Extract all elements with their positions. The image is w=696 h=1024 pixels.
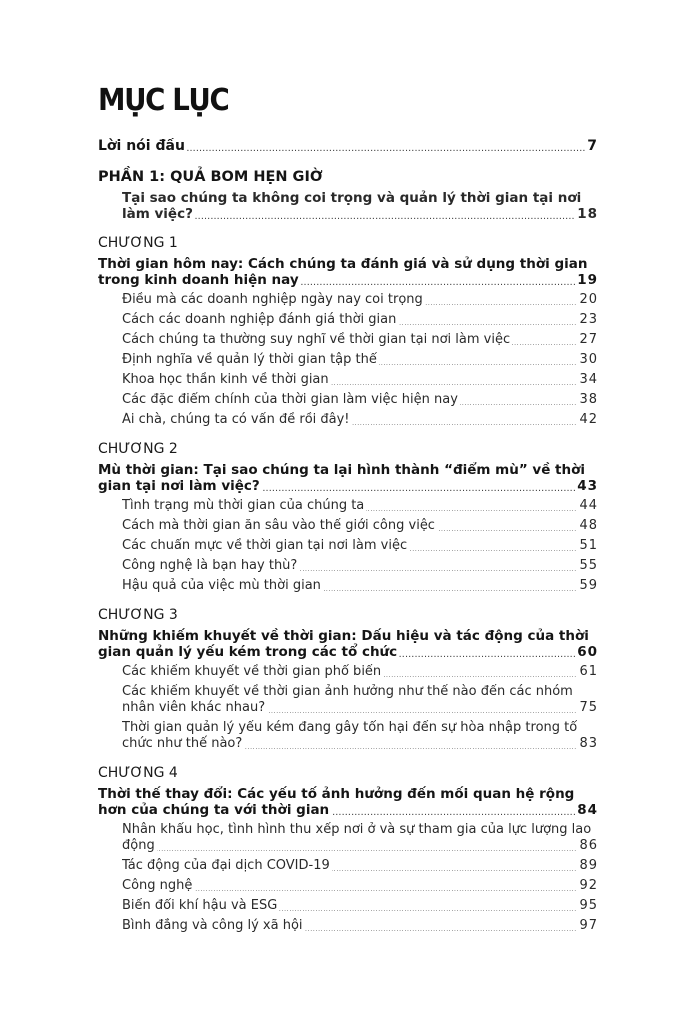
chapter-title-entry[interactable]: [98, 786, 598, 818]
entry-label: Nhân khẩu học, tình hình thu xếp nơi ở và sự tham gia của lực lượng lao động: [122, 822, 592, 853]
entry-label: Các khiếm khuyết về thời gian ảnh hưởng như thế nào đến các nhóm nhân viên khác nhau?: [122, 684, 573, 715]
entry-label: Cách các doanh nghiệp đánh giá thời gian: [122, 312, 397, 327]
entry-page: 60: [577, 644, 598, 660]
entry-page: 18: [577, 206, 598, 222]
entry-label: Cách chúng ta thường suy nghĩ về thời gian tại nơi làm việc: [122, 332, 511, 347]
entry-page: 34: [579, 372, 598, 387]
entry-page: 20: [579, 292, 598, 307]
entry-page: 51: [579, 538, 598, 553]
toc-entry[interactable]: [122, 392, 598, 408]
entry-page: 38: [579, 392, 598, 407]
toc-entry[interactable]: [122, 312, 598, 328]
toc-entry[interactable]: [122, 498, 598, 514]
entry-label: Khoa học thần kinh về thời gian: [122, 372, 329, 387]
toc-entry[interactable]: [122, 898, 598, 914]
toc-entry[interactable]: [122, 332, 598, 348]
chapter-list: [98, 234, 598, 934]
toc-entry[interactable]: [122, 822, 598, 854]
entry-label: Tại sao chúng ta không coi trọng và quản lý thời gian tại nơi làm việc?: [122, 190, 582, 222]
chapter-1: [98, 234, 598, 428]
toc-entry[interactable]: [122, 578, 598, 594]
toc-entry[interactable]: [122, 664, 598, 680]
entry-label: Bình đẳng và công lý xã hội: [122, 918, 303, 933]
toc-entry[interactable]: [122, 720, 598, 752]
table-of-contents: [98, 84, 598, 934]
entry-label: Biến đổi khí hậu và ESG: [122, 898, 278, 913]
entry-page: 84: [577, 802, 598, 818]
entry-label: Thời gian quản lý yếu kém đang gây tổn hại đến sự hòa nhập trong tổ chức như thế nào?: [122, 720, 578, 751]
entry-page: 42: [579, 412, 598, 427]
entry-label: Các đặc điểm chính của thời gian làm việc hiện nay: [122, 392, 458, 407]
toc-entry[interactable]: [122, 858, 598, 874]
entry-page: 19: [577, 272, 598, 288]
toc-entry[interactable]: [122, 190, 598, 222]
entry-page: 97: [579, 918, 598, 933]
entry-page: 95: [579, 898, 598, 913]
toc-entry[interactable]: [122, 918, 598, 934]
entry-label: Công nghệ là bạn hay thù?: [122, 558, 298, 573]
page-title: MỤC LỤC: [98, 83, 229, 118]
toc-entry[interactable]: [122, 558, 598, 574]
entry-page: 23: [579, 312, 598, 327]
part-1: [98, 168, 598, 222]
entry-label: Thời thế thay đổi: Các yếu tố ảnh hưởng đến mối quan hệ rộng hơn của chúng ta với thời gian: [98, 786, 575, 818]
entry-page: 59: [579, 578, 598, 593]
chapter-title-entry[interactable]: [98, 628, 598, 660]
toc-entry[interactable]: [122, 538, 598, 554]
toc-entry[interactable]: [122, 412, 598, 428]
entry-page: 75: [579, 700, 598, 715]
chapter-4: [98, 764, 598, 934]
entry-label: Định nghĩa về quản lý thời gian tập thể: [122, 352, 377, 367]
entry-page: 44: [579, 498, 598, 513]
toc-entry-preface[interactable]: [98, 138, 598, 154]
chapter-title-entry[interactable]: [98, 256, 598, 288]
entry-label: Những khiếm khuyết về thời gian: Dấu hiệu và tác động của thời gian quản lý yếu kém trong các tổ chức: [98, 628, 589, 660]
entry-page: 92: [579, 878, 598, 893]
entry-page: 89: [579, 858, 598, 873]
entry-label: Ái chà, chúng ta có vấn đề rồi đây!: [122, 412, 350, 427]
toc-entry[interactable]: [122, 684, 598, 716]
entry-page: 83: [579, 736, 598, 751]
toc-entry[interactable]: [122, 878, 598, 894]
entry-page: 86: [579, 838, 598, 853]
chapter-2: [98, 440, 598, 594]
entry-page: 55: [579, 558, 598, 573]
entry-label: Công nghệ: [122, 878, 193, 893]
entry-page: 61: [579, 664, 598, 679]
toc-entry[interactable]: [122, 352, 598, 368]
entry-page: 30: [579, 352, 598, 367]
entry-label: Tác động của đại dịch COVID-19: [122, 858, 330, 873]
toc-entry[interactable]: [122, 292, 598, 308]
part-heading: PHẦN 1: QUẢ BOM HẸN GIỜ: [98, 169, 323, 185]
entry-label: Cách mà thời gian ăn sâu vào thế giới công việc: [122, 518, 435, 533]
entry-label: Các chuẩn mực về thời gian tại nơi làm việc: [122, 538, 408, 553]
entry-label: Tình trạng mù thời gian của chúng ta: [122, 498, 365, 513]
chapter-title-entry[interactable]: [98, 462, 598, 494]
entry-label: Hậu quả của việc mù thời gian: [122, 578, 321, 593]
entry-label: Lời nói đầu: [98, 138, 185, 154]
chapter-label: CHƯƠNG 2: [98, 441, 178, 457]
entry-page: 43: [577, 478, 598, 494]
toc-entry[interactable]: [122, 372, 598, 388]
entry-label: Điều mà các doanh nghiệp ngày nay coi trọng: [122, 292, 423, 307]
entry-label: Thời gian hôm nay: Cách chúng ta đánh giá và sử dụng thời gian trong kinh doanh hiện nay: [98, 256, 588, 288]
entry-label: Các khiếm khuyết về thời gian phổ biến: [122, 664, 382, 679]
chapter-label: CHƯƠNG 1: [98, 235, 178, 251]
toc-entry[interactable]: [122, 518, 598, 534]
entry-page: 27: [579, 332, 598, 347]
entry-label: Mù thời gian: Tại sao chúng ta lại hình thành “điểm mù” về thời gian tại nơi làm việc?: [98, 462, 586, 494]
chapter-label: CHƯƠNG 3: [98, 607, 178, 623]
chapter-3: [98, 606, 598, 752]
chapter-label: CHƯƠNG 4: [98, 765, 178, 781]
entry-page: 48: [579, 518, 598, 533]
entry-page: 7: [587, 138, 598, 154]
